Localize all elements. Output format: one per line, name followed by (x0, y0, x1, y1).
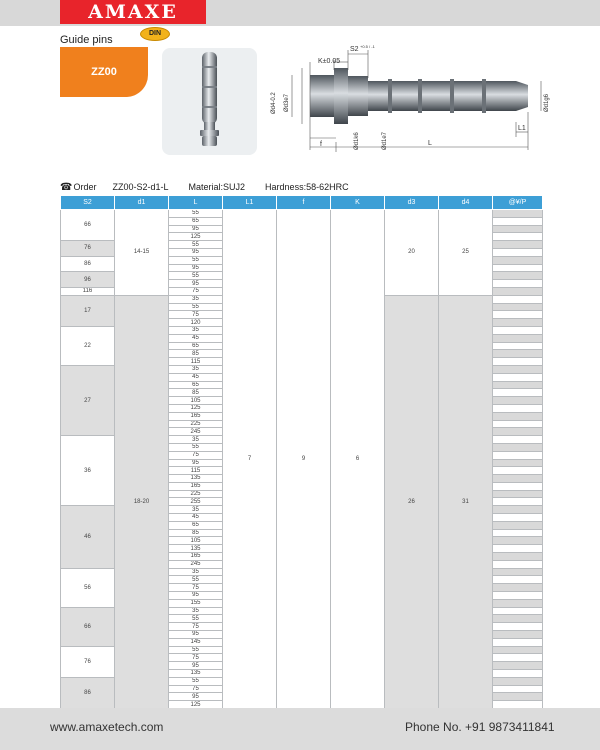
d1-cell: 14-15 (115, 210, 169, 296)
s2-cell: 76 (61, 646, 115, 677)
l-cell: 145 (169, 638, 223, 646)
l-cell: 75 (169, 623, 223, 631)
l-cell: 35 (169, 607, 223, 615)
price-cell (493, 607, 543, 615)
price-cell (493, 256, 543, 264)
l-cell: 165 (169, 412, 223, 420)
phone-icon: ☎ (60, 182, 73, 193)
brand-logo: AMAXE (60, 0, 206, 24)
footer (0, 708, 600, 750)
l-cell: 165 (169, 553, 223, 561)
s2-cell: 86 (61, 677, 115, 708)
section-title: Guide pins (60, 34, 113, 46)
price-cell (493, 225, 543, 233)
d1-cell: 18-20 (115, 295, 169, 708)
l-cell: 45 (169, 334, 223, 342)
l-cell: 225 (169, 420, 223, 428)
d3-cell: 20 (385, 210, 439, 296)
s2-cell: 17 (61, 295, 115, 326)
l-cell: 155 (169, 599, 223, 607)
l-cell: 65 (169, 381, 223, 389)
header-l1: L1 (223, 196, 277, 210)
price-cell (493, 443, 543, 451)
price-cell (493, 264, 543, 272)
l-cell: 75 (169, 685, 223, 693)
l-cell: 125 (169, 233, 223, 241)
price-cell (493, 521, 543, 529)
price-cell (493, 404, 543, 412)
s2-cell: 76 (61, 241, 115, 257)
technical-drawing (262, 42, 552, 158)
spec-table (60, 195, 543, 709)
table-header-row (61, 196, 543, 210)
l-cell: 55 (169, 210, 223, 218)
order-material: Material:SUJ2 (188, 182, 246, 192)
header-f: f (277, 196, 331, 210)
d1k6-label: Ød1k6 (354, 132, 360, 150)
l-cell: 135 (169, 545, 223, 553)
l-label: L (428, 140, 432, 147)
header-d4: d4 (439, 196, 493, 210)
k-tolerance-label: K±0.05 (318, 58, 341, 65)
l-cell: 95 (169, 631, 223, 639)
price-cell (493, 599, 543, 607)
price-cell (493, 326, 543, 334)
l-cell: 125 (169, 404, 223, 412)
l-cell: 95 (169, 592, 223, 600)
s2-cell: 116 (61, 287, 115, 295)
price-cell (493, 685, 543, 693)
l-cell: 55 (169, 241, 223, 249)
l-cell: 115 (169, 467, 223, 475)
price-cell (493, 506, 543, 514)
l-cell: 65 (169, 217, 223, 225)
price-cell (493, 420, 543, 428)
f-label: f (320, 141, 322, 148)
price-cell (493, 576, 543, 584)
l-cell: 105 (169, 537, 223, 545)
d4-cell: 31 (439, 295, 493, 708)
l-cell: 35 (169, 506, 223, 514)
l-cell: 165 (169, 482, 223, 490)
footer-phone: Phone No. +91 9873411841 (405, 720, 555, 734)
price-cell (493, 217, 543, 225)
l-cell: 95 (169, 280, 223, 288)
l-cell: 85 (169, 529, 223, 537)
price-cell (493, 490, 543, 498)
l-cell: 45 (169, 373, 223, 381)
price-cell (493, 436, 543, 444)
l-cell: 95 (169, 662, 223, 670)
price-cell (493, 545, 543, 553)
l-cell: 135 (169, 670, 223, 678)
l-cell: 55 (169, 303, 223, 311)
l-cell: 55 (169, 443, 223, 451)
s2-cell: 66 (61, 210, 115, 241)
k-cell: 6 (331, 210, 385, 709)
s2-cell: 36 (61, 436, 115, 506)
l-cell: 120 (169, 319, 223, 327)
s2-tolerance-label: +0.5 / -1 (360, 44, 375, 49)
order-code: ZZ00-S2-d1-L (112, 182, 169, 192)
l-cell: 225 (169, 490, 223, 498)
header-d3: d3 (385, 196, 439, 210)
price-cell (493, 319, 543, 327)
header-k: K (331, 196, 385, 210)
l-cell: 85 (169, 350, 223, 358)
price-cell (493, 280, 543, 288)
l-cell: 245 (169, 428, 223, 436)
price-cell (493, 529, 543, 537)
price-cell (493, 412, 543, 420)
l-cell: 75 (169, 451, 223, 459)
l-cell: 55 (169, 272, 223, 280)
price-cell (493, 646, 543, 654)
table-row (61, 210, 543, 218)
header-s2: S2 (61, 196, 115, 210)
l1-label: L1 (518, 125, 526, 132)
price-cell (493, 334, 543, 342)
l-cell: 55 (169, 646, 223, 654)
price-cell (493, 428, 543, 436)
l-cell: 85 (169, 389, 223, 397)
l-cell: 105 (169, 397, 223, 405)
price-cell (493, 537, 543, 545)
price-cell (493, 482, 543, 490)
s2-cell: 27 (61, 365, 115, 435)
price-cell (493, 553, 543, 561)
header-d1: d1 (115, 196, 169, 210)
l-cell: 95 (169, 225, 223, 233)
s2-cell: 96 (61, 272, 115, 288)
l-cell: 125 (169, 701, 223, 709)
price-cell (493, 693, 543, 701)
price-cell (493, 498, 543, 506)
l-cell: 75 (169, 654, 223, 662)
price-cell (493, 459, 543, 467)
f-cell: 9 (277, 210, 331, 709)
price-cell (493, 365, 543, 373)
l-cell: 95 (169, 264, 223, 272)
guide-pin-photo-icon (162, 48, 257, 155)
price-cell (493, 311, 543, 319)
l-cell: 75 (169, 584, 223, 592)
price-cell (493, 272, 543, 280)
order-label: Order (73, 182, 97, 192)
price-cell (493, 514, 543, 522)
order-hardness: Hardness:58-62HRC (265, 182, 349, 192)
s2-cell: 22 (61, 326, 115, 365)
price-cell (493, 467, 543, 475)
header-l: L (169, 196, 223, 210)
price-cell (493, 287, 543, 295)
l-cell: 245 (169, 560, 223, 568)
price-cell (493, 677, 543, 685)
d4-label: Ød4-0.2 (271, 92, 277, 114)
price-cell (493, 584, 543, 592)
d1e7-label: Ød1e7 (382, 131, 388, 150)
price-cell (493, 373, 543, 381)
spec-table-body (61, 210, 543, 709)
l-cell: 35 (169, 436, 223, 444)
l-cell: 75 (169, 287, 223, 295)
d3-label: Ød3e7 (284, 93, 290, 112)
footer-website: www.amaxetech.com (50, 720, 164, 734)
price-cell (493, 397, 543, 405)
price-cell (493, 451, 543, 459)
price-cell (493, 592, 543, 600)
l-cell: 115 (169, 358, 223, 366)
l-cell: 35 (169, 326, 223, 334)
l-cell: 95 (169, 693, 223, 701)
l-cell: 95 (169, 459, 223, 467)
d1g6-label: Ød1g6 (544, 93, 550, 112)
din-badge: DIN (140, 27, 170, 41)
l-cell: 55 (169, 256, 223, 264)
price-cell (493, 210, 543, 218)
l-cell: 35 (169, 568, 223, 576)
s2-label: S2 (350, 46, 359, 53)
price-cell (493, 475, 543, 483)
l-cell: 135 (169, 475, 223, 483)
price-cell (493, 615, 543, 623)
price-cell (493, 350, 543, 358)
d4-cell: 25 (439, 210, 493, 296)
s2-cell: 56 (61, 568, 115, 607)
l1-cell: 7 (223, 210, 277, 709)
l-cell: 255 (169, 498, 223, 506)
price-cell (493, 389, 543, 397)
l-cell: 55 (169, 615, 223, 623)
price-cell (493, 670, 543, 678)
l-cell: 45 (169, 514, 223, 522)
price-cell (493, 303, 543, 311)
price-cell (493, 241, 543, 249)
price-cell (493, 233, 543, 241)
product-code-tab: ZZ00 (60, 47, 148, 97)
order-line (60, 182, 540, 193)
price-cell (493, 358, 543, 366)
price-cell (493, 295, 543, 303)
d3-cell: 26 (385, 295, 439, 708)
s2-cell: 86 (61, 256, 115, 272)
price-cell (493, 560, 543, 568)
s2-cell: 66 (61, 607, 115, 646)
price-cell (493, 248, 543, 256)
price-cell (493, 638, 543, 646)
l-cell: 55 (169, 677, 223, 685)
price-cell (493, 342, 543, 350)
price-cell (493, 662, 543, 670)
l-cell: 35 (169, 365, 223, 373)
header-price: @¥/P (493, 196, 543, 210)
l-cell: 95 (169, 248, 223, 256)
price-cell (493, 631, 543, 639)
l-cell: 65 (169, 342, 223, 350)
s2-cell: 46 (61, 506, 115, 568)
price-cell (493, 568, 543, 576)
price-cell (493, 654, 543, 662)
l-cell: 35 (169, 295, 223, 303)
l-cell: 55 (169, 576, 223, 584)
price-cell (493, 381, 543, 389)
l-cell: 75 (169, 311, 223, 319)
price-cell (493, 623, 543, 631)
product-photo (162, 48, 257, 155)
l-cell: 65 (169, 521, 223, 529)
